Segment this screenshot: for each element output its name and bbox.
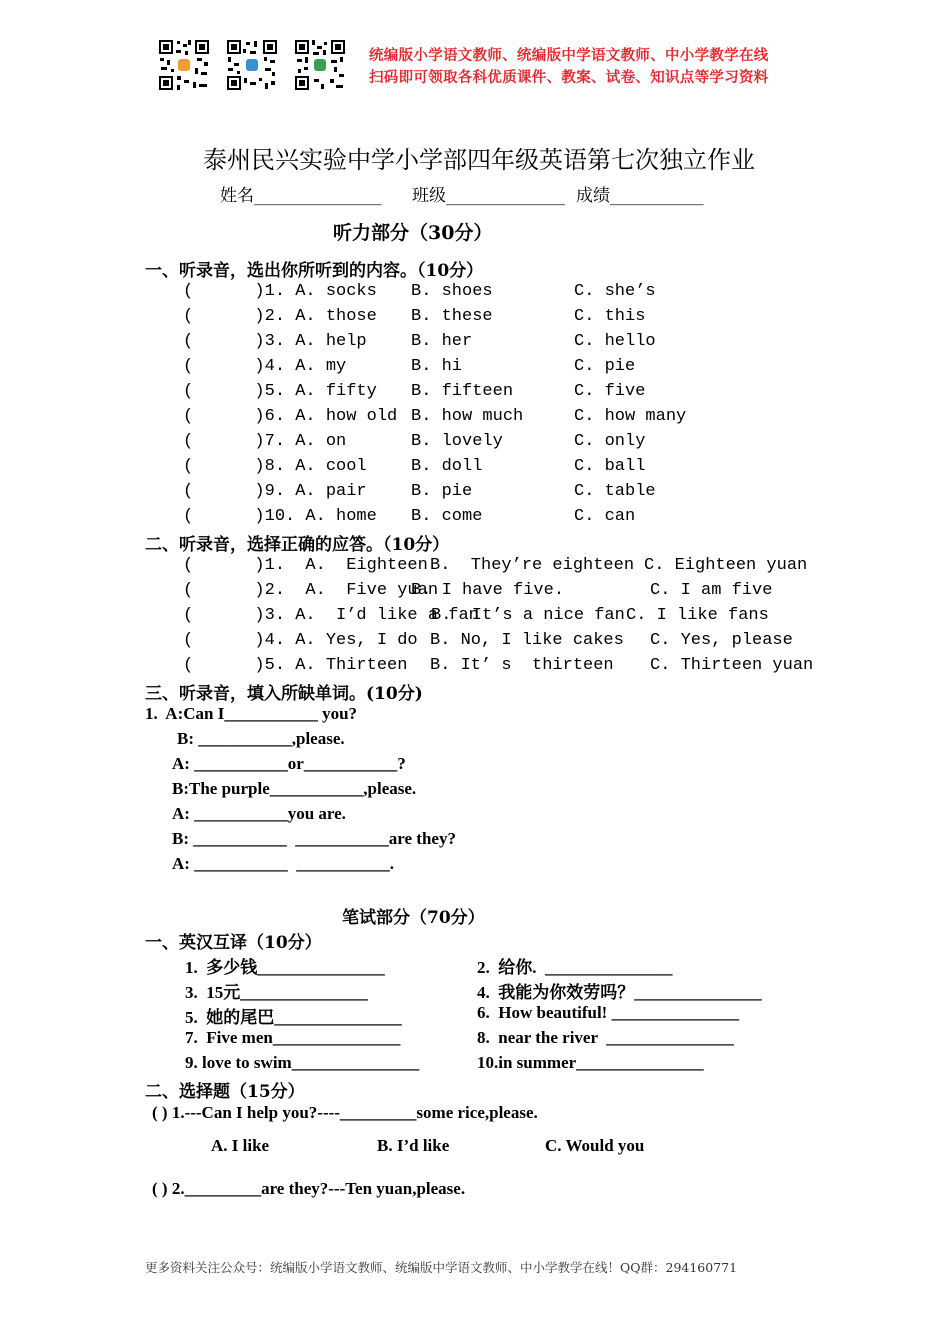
listening-part2-heading: 二、听录音，选择正确的应答。（10分） [145, 535, 450, 555]
response-item-a: ( )4. A. Yes, I do [183, 631, 418, 650]
listen-item-c: C. table [574, 482, 656, 501]
listen-item-b: B. how much [411, 407, 524, 426]
page-title: 泰州民兴实验中学小学部四年级英语第七次独立作业 [203, 146, 755, 174]
listen-item-a: ( )1. A. socks [183, 282, 377, 301]
response-item-b: B. It’ s thirteen [430, 656, 614, 675]
score-field: 成绩___________ [576, 186, 704, 206]
listen-item-c: C. only [574, 432, 646, 451]
listen-item-a: ( )8. A. cool [183, 457, 367, 476]
response-item-a: ( )1. A. Eighteen [183, 556, 428, 575]
listen-item-b: B. doll [411, 457, 483, 476]
listen-item-c: C. ball [574, 457, 646, 476]
response-item-b: B. No, I like cakes [430, 631, 624, 650]
listening-part1-heading: 一、听录音，选出你所听到的内容。（10分） [145, 261, 484, 281]
banner-line-2: 扫码即可领取各科优质课件、教案、试卷、知识点等学习资料 [369, 70, 769, 86]
response-item-a: ( )3. A. I’d like a fan [183, 606, 479, 625]
dialogue-line: 1. A:Can I___________ you? [145, 704, 358, 723]
listen-item-b: B. come [411, 507, 483, 526]
translation-item: 3. 15元_______________ [185, 983, 368, 1002]
choice-q1-option-c: C. Would you [545, 1136, 645, 1155]
written-part1-heading: 一、英汉互译（10分） [145, 933, 322, 953]
listen-item-b: B. shoes [411, 282, 493, 301]
name-field: 姓名_______________ [220, 186, 382, 206]
dialogue-line: A: ___________ ___________. [172, 854, 394, 873]
response-item-b: B. They’re eighteen [430, 556, 635, 575]
response-item-b: B. I have five. [411, 581, 565, 600]
translation-item: 5. 她的尾巴_______________ [185, 1008, 402, 1027]
response-item-c: C. I am five [650, 581, 773, 600]
choice-q1-option-b: B. I’d like [377, 1136, 450, 1155]
footer-note: 更多资料关注公众号：统编版小学语文教师、统编版中学语文教师、中小学教学在线！QQ群：294160771 [145, 1260, 738, 1275]
listen-item-b: B. hi [411, 357, 463, 376]
written-heading: 笔试部分（70分） [342, 908, 485, 928]
listen-item-a: ( )2. A. those [183, 307, 377, 326]
dialogue-line: A: ___________you are. [172, 804, 346, 823]
translation-item: 4. 我能为你效劳吗？_______________ [477, 983, 762, 1002]
qr-code-icon [225, 38, 279, 92]
listen-item-c: C. five [574, 382, 646, 401]
listening-part3-heading: 三、听录音，填入所缺单词。(10分) [145, 684, 423, 704]
listen-item-a: ( )10. A. home [183, 507, 377, 526]
translation-item: 9. love to swim_______________ [185, 1053, 420, 1072]
choice-question-2: ( ) 2._________are they?---Ten yuan,please. [152, 1179, 466, 1198]
qr-code-icon [157, 38, 211, 92]
listen-item-a: ( )6. A. how old [183, 407, 398, 426]
listen-item-a: ( )5. A. fifty [183, 382, 377, 401]
choice-q1-option-a: A. I like [211, 1136, 270, 1155]
translation-item: 2. 给你. _______________ [477, 958, 673, 977]
listen-item-c: C. this [574, 307, 646, 326]
listen-item-c: C. she’s [574, 282, 656, 301]
translation-item: 6. How beautiful! _______________ [477, 1003, 740, 1022]
listening-heading: 听力部分（30分） [333, 222, 493, 244]
choice-question-1: ( ) 1.---Can I help you?----_________some rice,please. [152, 1103, 538, 1122]
translation-item: 8. near the river _______________ [477, 1028, 734, 1047]
listen-item-a: ( )9. A. pair [183, 482, 367, 501]
listen-item-c: C. can [574, 507, 636, 526]
listen-item-c: C. how many [574, 407, 687, 426]
listen-item-b: B. pie [411, 482, 473, 501]
dialogue-line: B: ___________ ___________are they? [172, 829, 456, 848]
dialogue-line: B:The purple___________,please. [172, 779, 417, 798]
response-item-a: ( )5. A. Thirteen [183, 656, 408, 675]
listen-item-b: B. her [411, 332, 473, 351]
translation-item: 1. 多少钱_______________ [185, 958, 385, 977]
response-item-b: B. It’s a nice fan [431, 606, 625, 625]
response-item-c: C. Eighteen yuan [644, 556, 808, 575]
listen-item-b: B. lovely [411, 432, 503, 451]
qr-code-icon [293, 38, 347, 92]
listen-item-a: ( )4. A. my [183, 357, 347, 376]
class-field: 班级______________ [412, 186, 565, 206]
listen-item-a: ( )3. A. help [183, 332, 367, 351]
listen-item-b: B. fifteen [411, 382, 514, 401]
response-item-c: C. Thirteen yuan [650, 656, 814, 675]
listen-item-b: B. these [411, 307, 493, 326]
listen-item-c: C. pie [574, 357, 636, 376]
response-item-c: C. Yes, please [650, 631, 793, 650]
translation-item: 10.in summer_______________ [477, 1053, 704, 1072]
dialogue-line: A: ___________or___________? [172, 754, 406, 773]
translation-item: 7. Five men_______________ [185, 1028, 401, 1047]
dialogue-line: B: ___________,please. [177, 729, 345, 748]
response-item-a: ( )2. A. Five yuan [183, 581, 439, 600]
listen-item-a: ( )7. A. on [183, 432, 347, 451]
banner-line-1: 统编版小学语文教师、统编版中学语文教师、中小学教学在线 [369, 48, 769, 64]
written-part2-heading: 二、选择题（15分） [145, 1082, 305, 1102]
response-item-c: C. I like fans [626, 606, 769, 625]
listen-item-c: C. hello [574, 332, 656, 351]
